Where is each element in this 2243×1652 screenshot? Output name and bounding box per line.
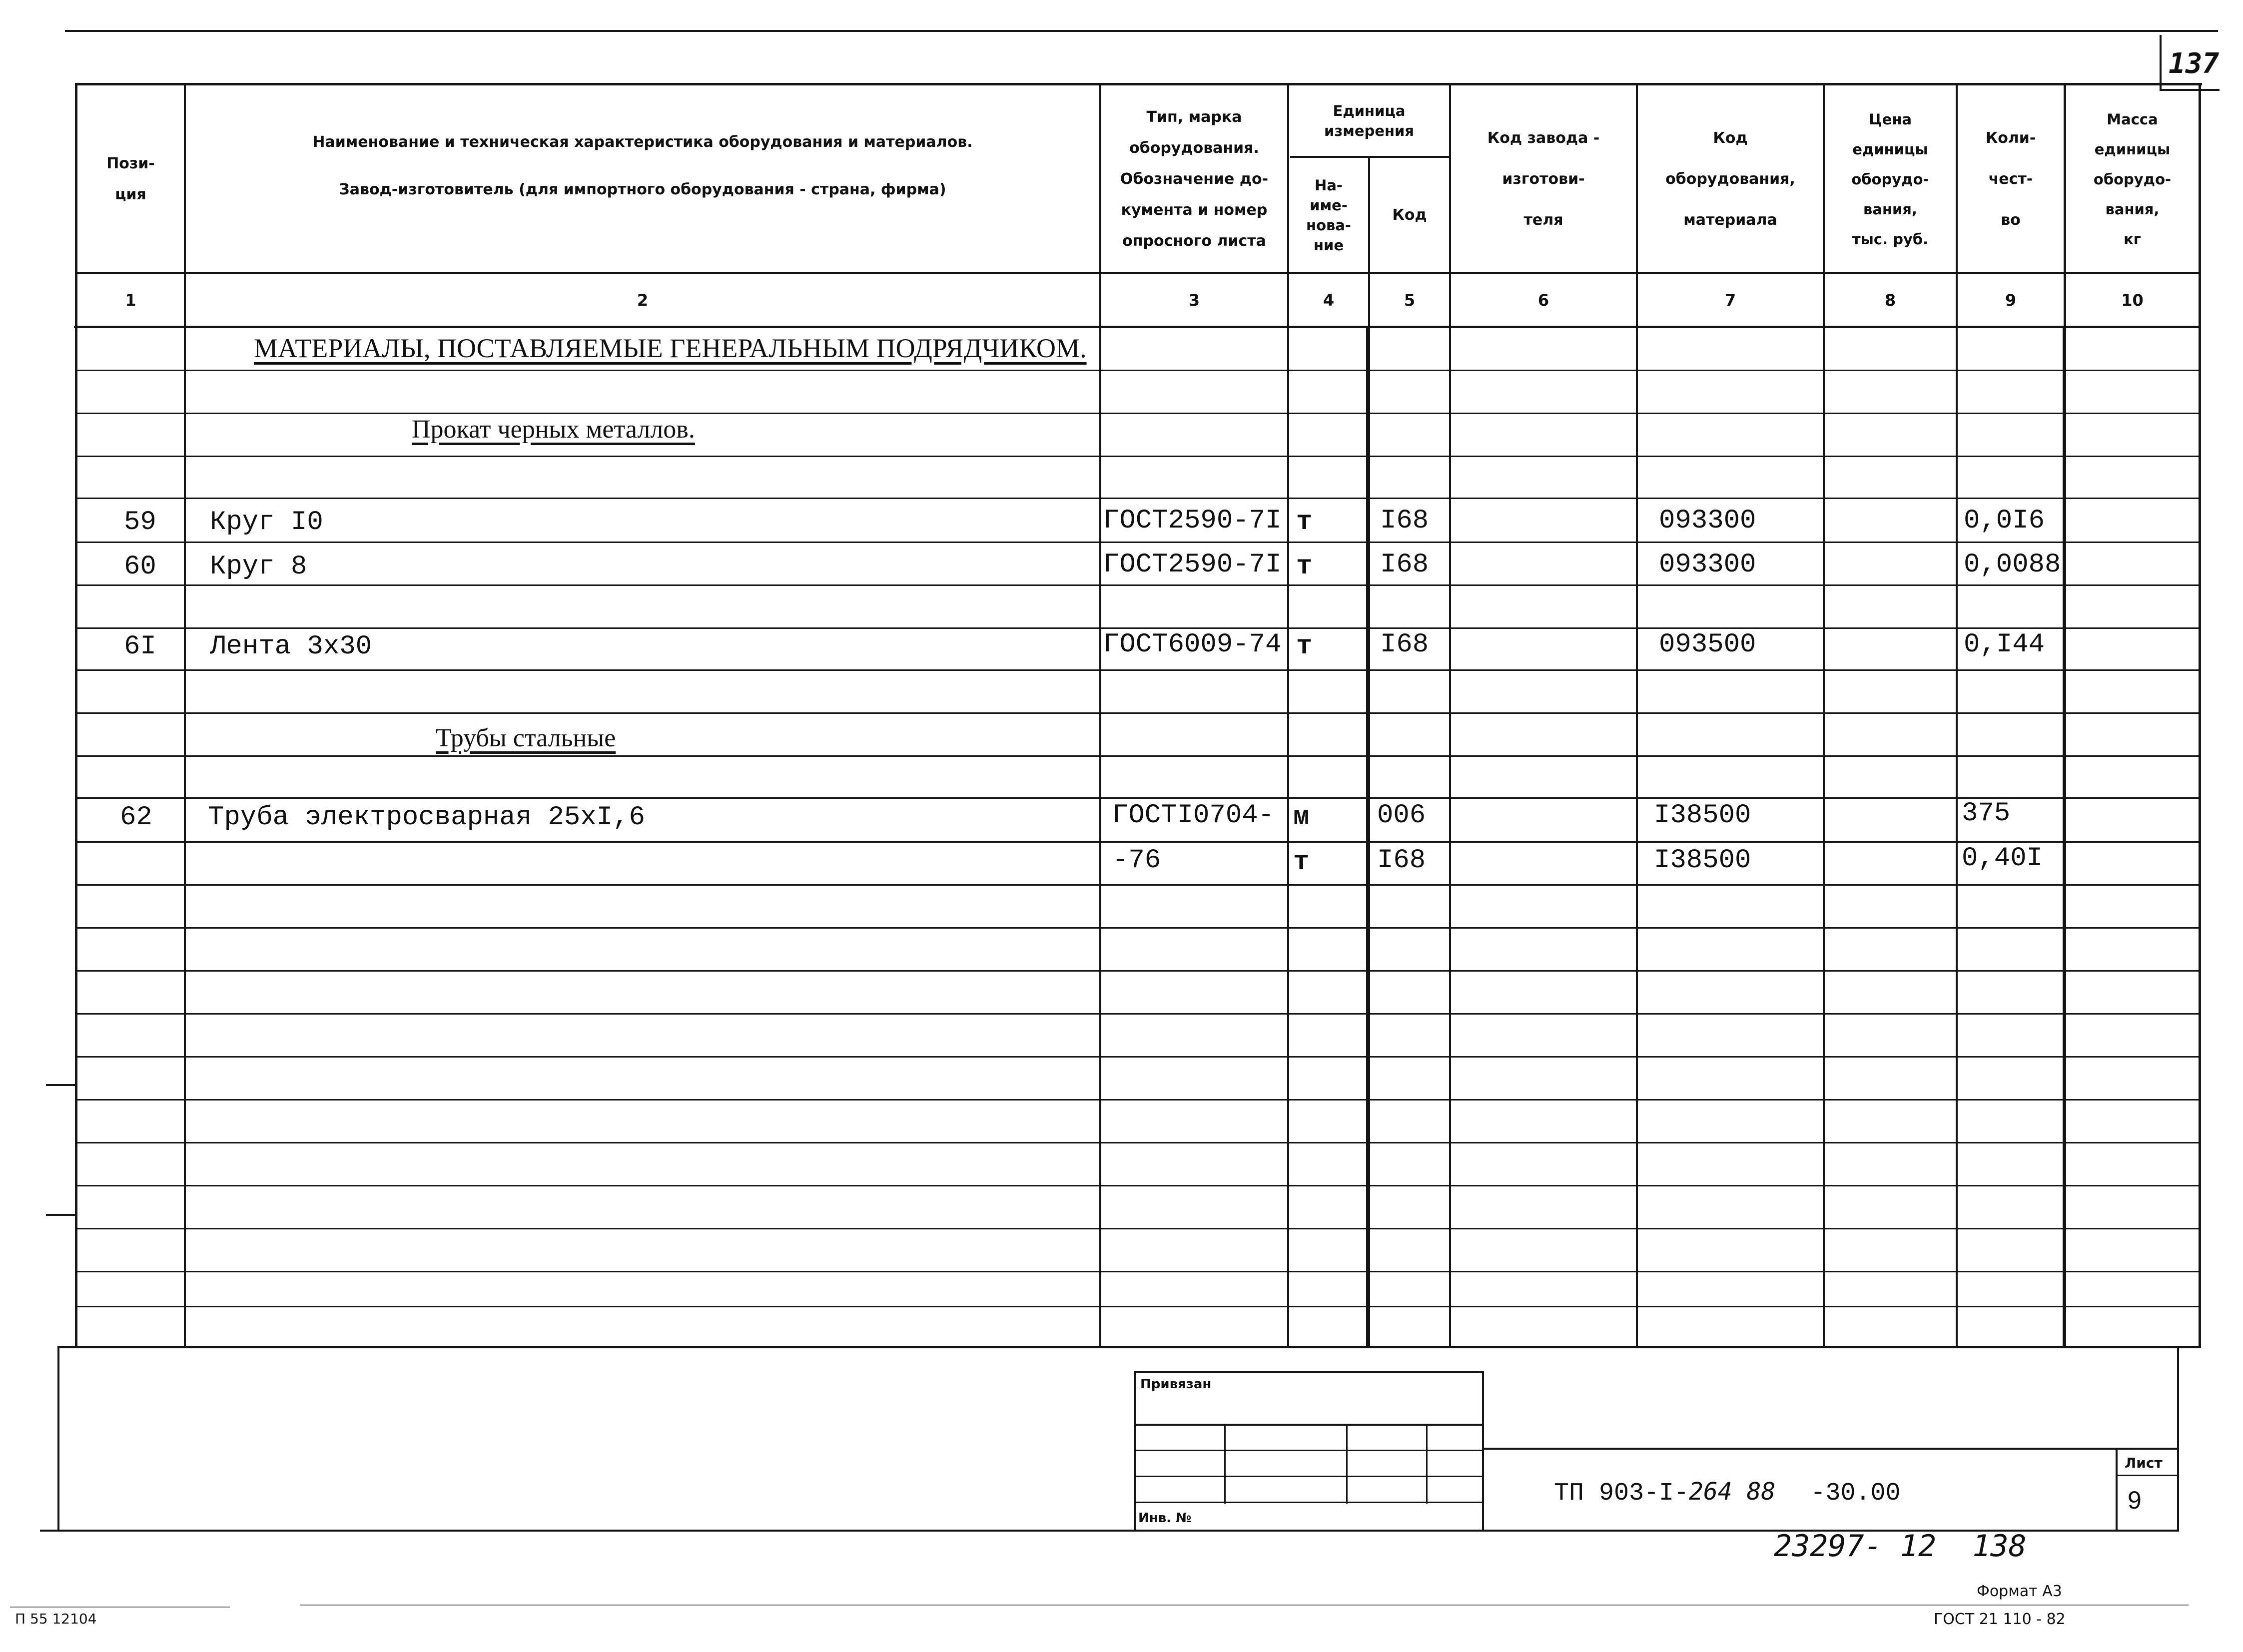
cell-unit-name: м [1293,802,1310,833]
bottom-left-code: П 55 12104 [15,1611,97,1627]
row-line [75,1185,2201,1186]
row-line [75,1228,2201,1229]
section-title-steel-pipes: Трубы стальные [436,724,616,752]
linked-label: Привязан [1140,1377,1212,1392]
title-block-line [2116,1448,2118,1532]
row-line [75,841,2201,843]
cell-unit-code: I68 [1380,506,1429,536]
cell-document: ГОСТ6009-74 [1103,629,1282,660]
vline-1 [184,83,186,1347]
cell-unit-name: т [1296,507,1313,538]
gost-label: ГОСТ 21 110 - 82 [1934,1611,2066,1628]
colnum-6: 6 [1537,290,1549,310]
vline-2 [1099,83,1101,1347]
colnum-bottom-border [74,326,2200,328]
margin-tick [46,1214,76,1216]
cell-document: ГОСТ2590-7I [1103,550,1282,580]
header-unit-price: Цена единицы оборудо- вания, тыс. руб. [1851,110,1929,248]
stamp-line [1134,1371,1484,1373]
vline-3 [1287,83,1289,1347]
colnum-1: 1 [125,290,136,310]
header-unit-mass: Масса единицы оборудо- вания, кг [2093,110,2172,248]
stamp-line [1134,1424,1484,1426]
title-block-line [2116,1475,2178,1476]
colnum-7: 7 [1724,290,1736,310]
cell-name: Лента 3х30 [210,631,372,662]
cell-position: 6I [124,631,156,662]
margin-tick [46,1084,76,1086]
cell-position: 60 [124,551,156,582]
header-manufacturer-code: Код завода - изготови- теля [1487,129,1600,229]
section-title-rolled-metal: Прокат черных металлов. [412,415,695,444]
footer-dash-line [300,1605,2189,1606]
colnum-10: 10 [2121,290,2144,310]
row-line [75,627,2201,629]
cell-material-code: I38500 [1654,800,1751,831]
row-line [75,927,2201,929]
row-line [75,542,2201,543]
row-line [75,584,2201,586]
cell-unit-code: 006 [1377,800,1426,831]
header-unit-group: Единица измерения [1324,102,1414,139]
row-line [75,755,2201,757]
row-line [75,970,2201,972]
vline-6 [1636,83,1638,1347]
sheet-label: Лист [2125,1455,2163,1471]
vline-5 [1449,83,1451,1347]
document-code-suffix: -30.00 [1810,1479,1901,1508]
stamp-line [1482,1371,1484,1532]
colnum-3: 3 [1188,290,1200,310]
cell-unit-name: т [1296,551,1313,582]
row-line [75,370,2201,371]
cell-document: ГОСТ2590-7I [1103,506,1282,536]
cell-unit-code: I68 [1377,845,1426,876]
cell-quantity: 0,40I [1962,843,2043,874]
stamp-line [1134,1371,1136,1532]
header-quantity: Коли- чест- во [1985,129,2036,229]
cell-unit-name: т [1296,631,1313,662]
document-code-prefix: ТП 903-I- [1554,1479,1689,1508]
table-bottom-border [57,1346,2201,1348]
bold-frame-left [1366,327,1370,1348]
header-name-line1: Наименование и техническая характеристика оборудования и материалов. [312,133,973,151]
cell-unit-code: I68 [1380,550,1429,580]
colnum-4: 4 [1323,290,1335,310]
cell-name: Труба электросварная 25хI,6 [208,802,645,833]
row-line [75,884,2201,886]
cell-material-code: 093300 [1659,550,1756,580]
row-line [75,1099,2201,1101]
section-title-main: МАТЕРИАЛЫ, ПОСТАВЛЯЕМЫЕ ГЕНЕРАЛЬНЫМ ПОДРЯДЧИКОМ. [254,333,1087,363]
cell-document: -76 [1112,845,1161,876]
row-line [75,1013,2201,1015]
document-code [1554,1478,1900,1508]
format-label: Формат А3 [1977,1583,2062,1600]
stamp-line [1346,1424,1348,1504]
cell-position: 59 [124,507,156,538]
colnum-5: 5 [1404,290,1416,310]
row-line [75,797,2201,799]
stamp-line [1426,1424,1428,1504]
cell-material-code: I38500 [1654,845,1751,876]
row-line [75,669,2201,671]
row-line [75,1271,2201,1272]
cell-quantity: 0,0088 [1964,550,2061,580]
cell-quantity: 0,0I6 [1964,506,2045,536]
header-name-line2: Завод-изготовитель (для импортного оборудования - страна, фирма) [339,181,946,198]
cell-name: Круг I0 [210,507,323,538]
vline-right [2199,83,2201,1347]
header-equipment-code: Код оборудования, материала [1665,129,1795,229]
cell-quantity: 0,I44 [1964,629,2045,660]
header-type: Тип, марка оборудования. Обозначение до- кумента и номер опросного листа [1120,108,1269,250]
lower-frame-left [57,1346,59,1532]
header-name [186,86,1099,272]
top-border-line [65,30,2218,32]
row-line [75,456,2201,457]
stamp-line [1134,1476,1484,1477]
row-line [75,1142,2201,1143]
bold-frame-right [2063,327,2066,1348]
inventory-label: Инв. № [1138,1511,1192,1526]
header-unit-code: Код [1392,206,1427,224]
stamp-line [1134,1450,1484,1451]
vline-left [75,83,77,1347]
vline-8 [1956,83,1958,1347]
title-block-line [1482,1448,2178,1450]
sheet-number: 9 [2128,1486,2142,1514]
row-line [75,498,2201,499]
row-line [75,712,2201,714]
colnum-9: 9 [2005,290,2017,310]
row-line [75,1306,2201,1307]
header-unit-name: На- име- нова- ние [1306,176,1351,254]
cell-unit-name: т [1293,847,1310,878]
cell-name: Круг 8 [210,551,307,582]
vline-7 [1823,83,1825,1347]
page-number: 137 [2169,47,2220,80]
cell-quantity: 375 [1962,798,2011,829]
colnum-8: 8 [1884,290,1896,310]
archive-number: 23297- 12 138 [1774,1529,2027,1564]
document-code-handwritten: 264 88 [1689,1478,1776,1506]
footer-dash-line-left [10,1607,230,1608]
colnum-2: 2 [637,290,649,310]
page-number-box-left [2160,35,2162,90]
cell-material-code: 093500 [1659,629,1756,660]
header-position: Пози- ция [106,154,155,203]
lower-frame-right [2177,1346,2179,1532]
stamp-line [1224,1424,1226,1504]
table-top-border [76,83,2202,85]
cell-unit-code: I68 [1380,629,1429,660]
row-line [75,1056,2201,1058]
stamp-line [1134,1502,1484,1503]
cell-material-code: 093300 [1659,506,1756,536]
cell-position: 62 [120,802,152,833]
cell-document: ГОСТI0704- [1112,800,1275,831]
row-line [75,413,2201,414]
